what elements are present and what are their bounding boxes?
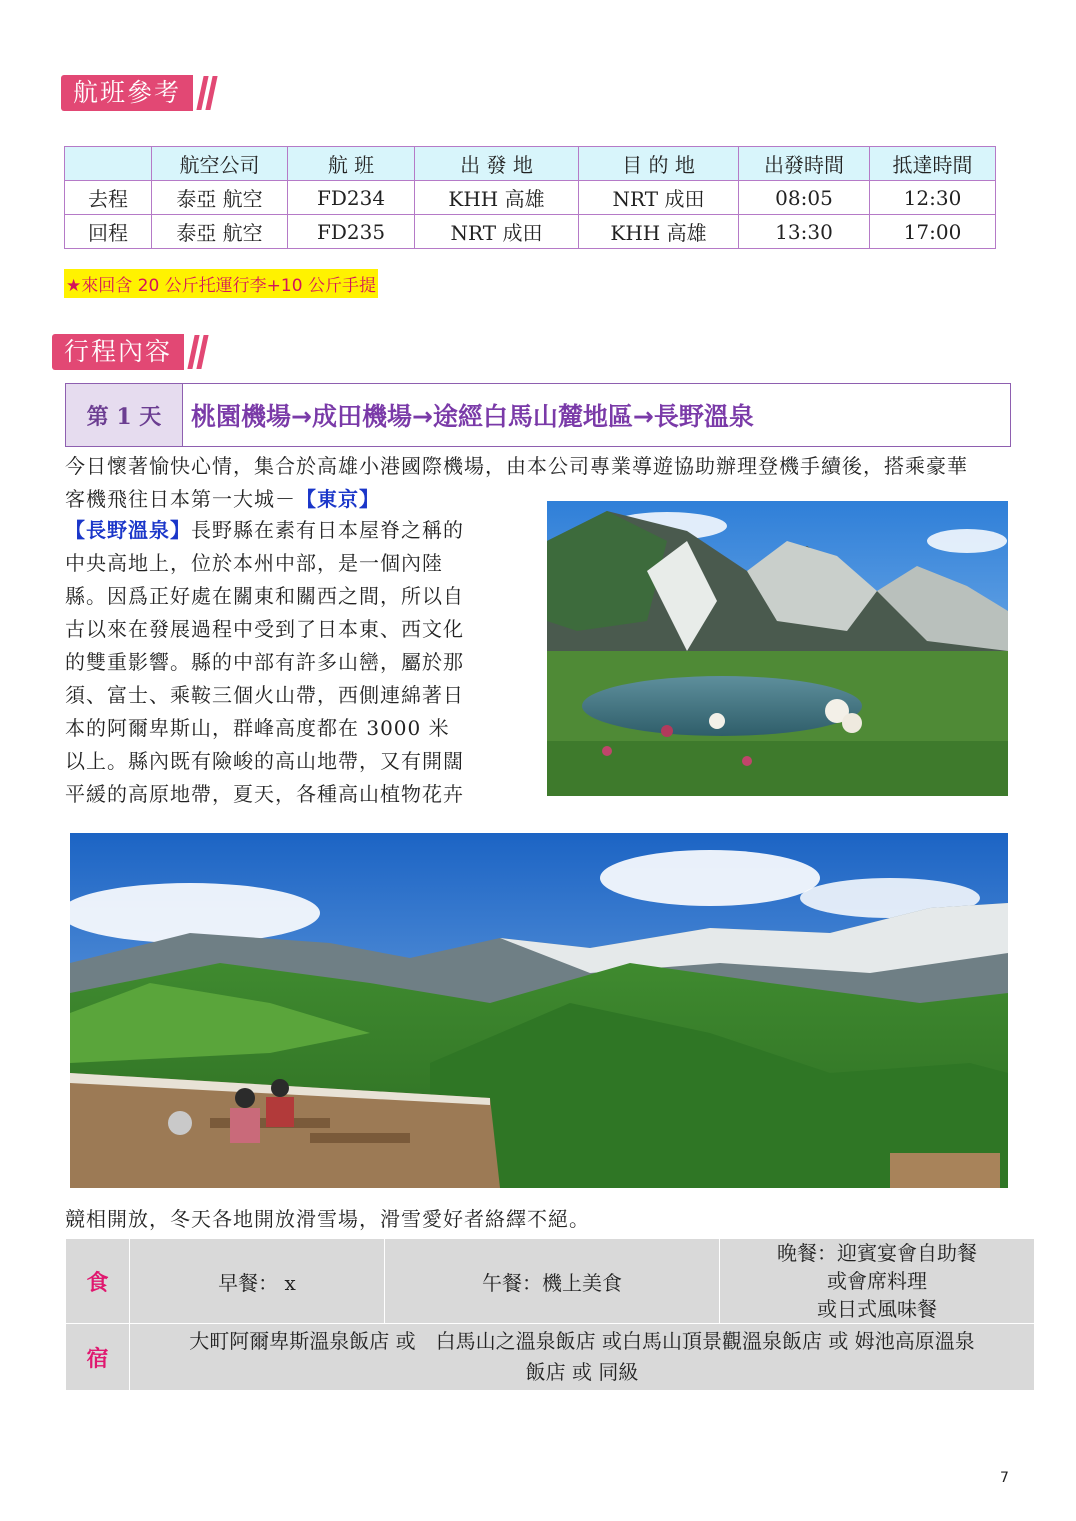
table-cell: FD235 (288, 215, 415, 249)
tokyo-highlight: 【東京】 (296, 487, 380, 511)
section-title: 航班參考 (61, 75, 193, 111)
alpine-terrace-photo (70, 833, 1008, 1188)
section-header-flights (61, 75, 214, 111)
decorative-slashes (196, 76, 214, 110)
dinner-line: 晚餐：迎賓宴會自助餐 (777, 1241, 977, 1265)
hotel-cell (130, 1324, 1035, 1391)
day-label: 第 1 天 (66, 384, 183, 446)
table-header: 出 發 地 (415, 147, 579, 181)
hotel-key: 宿 (66, 1324, 130, 1391)
table-header: 目 的 地 (579, 147, 739, 181)
text-line: 縣。因爲正好處在關東和關西之間，所以自 (65, 584, 464, 608)
table-cell: 泰亞 航空 (152, 181, 288, 215)
text-line: 平緩的高原地帶，夏天，各種高山植物花卉 (65, 782, 464, 806)
table-row (65, 215, 996, 249)
table-header (65, 147, 152, 181)
table-header: 航 班 (288, 147, 415, 181)
hotel-row (66, 1324, 1035, 1391)
hotel-line: 大町阿爾卑斯溫泉飯店 或 白馬山之溫泉飯店 或白馬山頂景觀溫泉飯店 或 姆池高原溫泉 (189, 1329, 975, 1353)
intro-line: 今日懷著愉快心情，集合於高雄小港國際機場，由本公司專業導遊協助辦理登機手續後，搭乘豪華 (65, 454, 968, 478)
table-row (65, 181, 996, 215)
intro-text: 客機飛往日本第一大城－ (65, 487, 296, 511)
table-header: 抵達時間 (870, 147, 996, 181)
dinner-line: 或日式風味餐 (817, 1297, 937, 1321)
day-banner (65, 383, 1011, 447)
table-cell: KHH 高雄 (415, 181, 579, 215)
text-line: 中央高地上，位於本州中部，是一個內陸 (65, 551, 443, 575)
hotel-line: 飯店 或 同級 (525, 1360, 639, 1384)
baggage-note: ★來回含 20 公斤托運行李+10 公斤手提 (64, 269, 378, 298)
text-line: 的雙重影響。縣的中部有許多山巒，屬於那 (65, 650, 464, 674)
dinner-cell (720, 1239, 1035, 1324)
text-line: 以上。縣內既有險峻的高山地帶，又有開闊 (65, 749, 464, 773)
meals-row (66, 1239, 1035, 1324)
decorative-slashes (187, 335, 205, 369)
meals-table (65, 1238, 1035, 1391)
table-cell: 泰亞 航空 (152, 215, 288, 249)
table-cell: FD234 (288, 181, 415, 215)
text-span: 長野縣在素有日本屋脊之稱的 (191, 518, 464, 542)
nagano-paragraph (65, 514, 535, 811)
dinner-line: 或會席料理 (827, 1269, 927, 1293)
table-cell: KHH 高雄 (579, 215, 739, 249)
flight-table (64, 146, 996, 249)
breakfast-cell: 早餐： x (130, 1239, 385, 1324)
text-line: 古以來在發展過程中受到了日本東、西文化 (65, 617, 464, 641)
food-key: 食 (66, 1239, 130, 1324)
text-line (65, 514, 535, 547)
day-route: 桃園機場→成田機場→途經白馬山麓地區→長野溫泉 (191, 402, 754, 431)
table-cell: 17:00 (870, 215, 996, 249)
lunch-cell: 午餐：機上美食 (385, 1239, 720, 1324)
page-number: 7 (1000, 1470, 1009, 1486)
mountain-pond-photo (547, 501, 1008, 796)
section-title: 行程內容 (52, 334, 184, 370)
table-header: 航空公司 (152, 147, 288, 181)
section-header-itinerary (52, 334, 205, 370)
text-line: 本的阿爾卑斯山，群峰高度都在 3000 米 (65, 716, 450, 740)
table-cell: 13:30 (739, 215, 870, 249)
table-header: 出發時間 (739, 147, 870, 181)
table-cell: NRT 成田 (579, 181, 739, 215)
table-cell: 08:05 (739, 181, 870, 215)
table-cell: NRT 成田 (415, 215, 579, 249)
table-header-row (65, 147, 996, 181)
table-cell: 回程 (65, 215, 152, 249)
nagano-highlight: 【長野溫泉】 (65, 518, 191, 542)
continued-paragraph: 競相開放，冬天各地開放滑雪場，滑雪愛好者絡繹不絕。 (65, 1207, 590, 1231)
table-cell: 12:30 (870, 181, 996, 215)
table-cell: 去程 (65, 181, 152, 215)
text-line: 須、富士、乘鞍三個火山帶，西側連綿著日 (65, 683, 464, 707)
